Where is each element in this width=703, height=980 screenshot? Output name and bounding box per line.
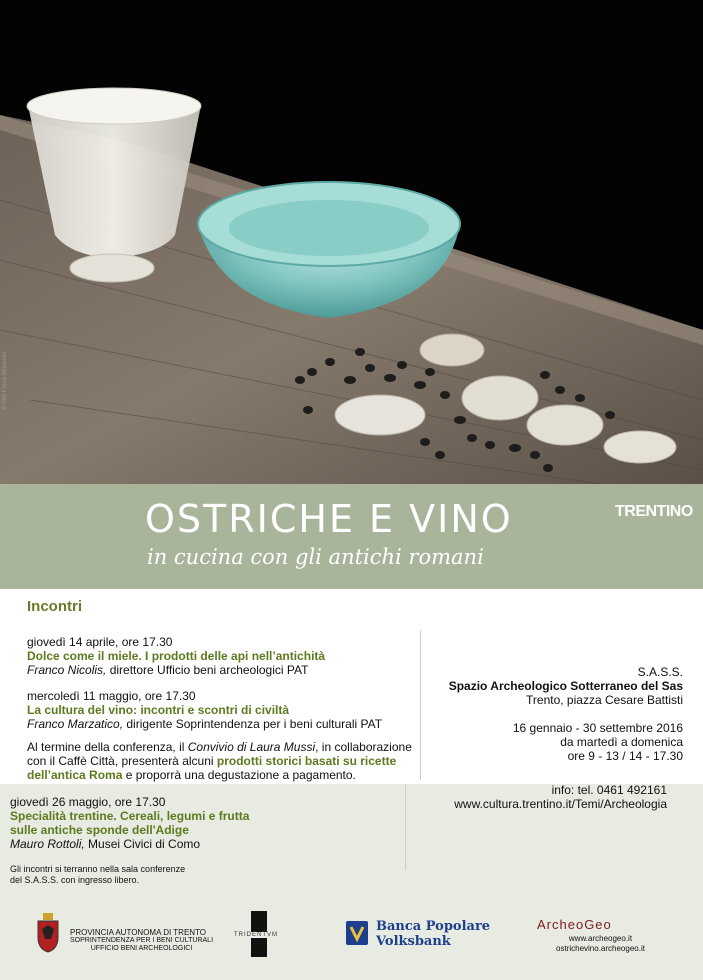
sponsor-logos — [0, 905, 703, 965]
event-speaker: Franco Nicolis, — [27, 663, 107, 677]
venue-info — [449, 665, 683, 763]
event-title-cont: sulle antiche sponde dell'Adige — [10, 823, 189, 837]
event-title: La cultura del vino: incontri e scontri di civiltà — [27, 703, 290, 717]
venue-abbr: S.A.S.S. — [637, 665, 683, 679]
venue-note-line: Gli incontri si terranno nella sala conferenze — [10, 864, 186, 874]
event-title: Specialità trentine. Cereali, legumi e frutta — [10, 809, 250, 823]
event-speaker: Mauro Rottoli, — [10, 837, 85, 851]
event-role: dirigente Soprintendenza per i beni culturali PAT — [123, 717, 383, 731]
event-role: Musei Civici di Como — [84, 837, 201, 851]
note-products: dell’antica Roma — [27, 768, 123, 782]
note-products: prodotti storici basati su ricette — [216, 754, 397, 768]
column-divider-lower — [405, 784, 406, 870]
info-url[interactable]: www.cultura.trentino.it/Temi/Archeologia — [454, 797, 667, 811]
exhibit-days: da martedì a domenica — [560, 735, 683, 749]
bank-logo — [346, 921, 368, 950]
provincia-logo — [35, 911, 61, 958]
page-subtitle: in cucina con gli antichi romani — [147, 545, 484, 569]
event-date: giovedì 14 aprile, ore 17.30 — [27, 635, 173, 649]
event-date: giovedì 26 maggio, ore 17.30 — [10, 795, 166, 809]
event-speaker: Franco Marzatico, — [27, 717, 124, 731]
contact-info — [454, 783, 667, 811]
note-text: e proporrà una degustazione a pagamento. — [122, 768, 356, 782]
photo-credit: © foto Elena Munerati — [2, 351, 8, 410]
tridentum-label: TRIDENTVM — [234, 932, 278, 938]
provincia-office: UFFICIO BENI ARCHEOLOGICI — [90, 945, 193, 952]
venue-address: Trento, piazza Cesare Battisti — [526, 693, 683, 707]
note-convivio: Convivio di Laura Mussi — [187, 740, 316, 754]
bank-shield-icon — [346, 921, 368, 945]
still-life-illustration — [0, 0, 703, 484]
provincia-text — [70, 929, 213, 953]
bank-name — [376, 919, 490, 949]
event-date: mercoledì 11 maggio, ore 17.30 — [27, 689, 196, 703]
page-title: OSTRICHE E VINO — [145, 497, 513, 541]
event-title: Dolce come il miele. I prodotti delle api nell’antichità — [27, 649, 326, 663]
coat-of-arms-icon — [35, 911, 61, 953]
event-1 — [27, 635, 325, 677]
event-3 — [10, 795, 249, 851]
tridentum-logo — [236, 909, 282, 959]
provincia-name: PROVINCIA AUTONOMA DI TRENTO — [70, 928, 207, 937]
exhibit-hours: ore 9 - 13 / 14 - 17.30 — [567, 749, 683, 763]
venue-note — [10, 864, 185, 886]
archeogeo-url[interactable]: www.archeogeo.it — [568, 934, 633, 943]
convivio-note — [27, 740, 422, 782]
venue-name: Spazio Archeologico Sotterraneo del Sas — [448, 679, 683, 693]
venue-note-line: del S.A.S.S. con ingresso libero. — [10, 875, 140, 885]
provincia-office: SOPRINTENDENZA PER I BENI CULTURALI — [70, 937, 214, 944]
event-role: direttore Ufficio beni archeologici PAT — [106, 663, 309, 677]
note-text: , in collaborazione — [315, 740, 412, 754]
hero-photo — [0, 0, 703, 484]
bank-line: Banca Popolare — [376, 919, 491, 934]
exhibit-dates: 16 gennaio - 30 settembre 2016 — [512, 721, 683, 735]
event-2 — [27, 689, 382, 731]
bank-line: Volksbank — [376, 934, 451, 949]
note-text: con il Caffè Città, presenterà alcuni — [27, 754, 217, 768]
events-heading: Incontri — [27, 598, 82, 615]
archeogeo-urls — [556, 934, 645, 954]
archeogeo-url[interactable]: ostrichevino.archeogeo.it — [556, 944, 645, 953]
archeogeo-logo: ArcheoGeo — [537, 917, 612, 932]
info-phone: info: tel. 0461 492161 — [551, 783, 667, 797]
note-text: Al termine della conferenza, il — [27, 740, 188, 754]
trentino-logo: TRENTINO — [615, 503, 693, 520]
